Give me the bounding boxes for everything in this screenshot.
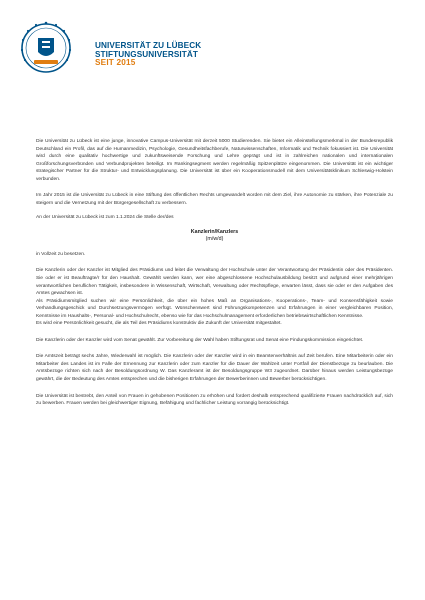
election-paragraph: Die Kanzlerin oder der Kanzler wird vom Senat gewählt. Zur Vorbereitung der Wahl haben Stiftungsrat und Senat eine Findungskommission eingerichtet. xyxy=(36,337,364,343)
foundation-year: SEIT 2015 xyxy=(95,58,136,68)
university-seal-logo xyxy=(16,18,76,78)
term-paragraph: Die Amtszeit beträgt sechs Jahre, Wiederwahl ist möglich. Die Kanzlerin oder der Kanzler wird in ein Beamtenverhältnis auf Zeit berufen. Eine Mitarbeiterin oder ein Mitarbeiter des Landes ist im Falle der Ernennung zur Kanzlerin oder zum Kanzler für die Dauer der Wahlzeit unter Fortfall der Dienstbezüge zu beurlauben. Die Amtsbezüge richten sich nach der Besoldungsordnung W. Das Kanzleramt ist der Besoldungsgruppe W3 zugeordnet. Darüber hinaus werden Leistungsbezüge gewährt, die der Bedeutung des Amtes entsprechen und die bisherigen Erfahrungen der Bewerberinnen und Bewerber berücksichtigen. xyxy=(36,354,393,383)
duties-paragraph: Die Kanzlerin oder der Kanzler ist Mitglied des Präsidiums und leitet die Verwaltung der Hochschule unter der Verantwortung der Präsidentin oder des Präsidenten. Sie oder er ist Beauftragte/r für den Haushalt. Gewählt werden kann, wer eine abgeschlossene Hochschulausbildung besitzt und aufgrund einer mehrjährigen verantwortlichen beruflichen Tätigkeit, insbesondere in Wissenschaft, Wirtschaft, Verwaltung oder Rechtspflege, erwarten lässt, dass sie oder er den Aufgaben des Amtes gewachsen ist. xyxy=(36,268,393,297)
expectation-paragraph: Es wird eine Persönlichkeit gesucht, die als Teil des Präsidiums konstruktiv die Zukunft der Universität mitgestaltet. xyxy=(36,321,282,327)
equality-paragraph: Die Universität ist bestrebt, den Anteil von Frauen in gehobenen Positionen zu erhöhen und fordert deshalb entsprechend qualifizierte Frauen nachdrücklich auf, sich zu bewerben. Frauen werden bei gleichwertiger Eignung, Befähigung und fachlicher Leistung vorrangig berücksichtigt. xyxy=(36,393,393,407)
position-gender: (m/w/d) xyxy=(205,236,224,243)
filling-line: in Vollzeit zu besetzen. xyxy=(36,251,86,257)
foundation-paragraph: Im Jahr 2015 ist die Universität zu Lübeck in eine Stiftung des öffentlichen Rechts umgewandelt worden mit dem Ziel, ihre Autonomie zu stärken, ihre Potenziale zu steigern und die Vernetzung mit der Bürgergesellschaft zu verbessern. xyxy=(36,193,393,206)
university-name-block xyxy=(95,42,201,68)
position-title: Kanzlerin/Kanzlers xyxy=(190,228,239,235)
university-name: UNIVERSITÄT ZU LÜBECK xyxy=(95,41,202,50)
intro-paragraph: Die Universität zu Lübeck ist eine junge, innovative Campus-Universität mit derzeit 5000 Studierenden. Sie bietet ein Alleinstellungsmerkmal in der Bundesrepublik Deutschland ein Profil, das auf die Humanmedizin, Psychologie, Gesundheitsfachberufe, Naturwissenschaften, Informatik und Technik fokussiert ist. Die Universität wird durch eine qualitativ hochwertige und zukunftsweisende Forschung und Lehre geprägt und ist in zahlreichen nationalen und internationalen Großforschungsverbünden und Verbundprojekten beteiligt. Im Rankingsegment werden regelmäßig Spitzenplätze eingenommen. Die Universität ist ein wichtiger strategischer Partner für die Struktur- und Entwicklungsplanung. Die Universität ist über ein Kooperationsmodell mit dem Universitätsklinikum Schleswig-Holstein verbunden. xyxy=(36,139,393,182)
foundation-type: STIFTUNGSUNIVERSITÄT xyxy=(95,49,198,59)
announcement-line: An der Universität zu Lübeck ist zum 1.1.2024 die Stelle der/des xyxy=(36,215,174,221)
profile-paragraph: Als Präsidiumsmitglied suchen wir eine Persönlichkeit, die über ein hohes Maß an Organisations-, Kooperations-, Team- und Konsensfähigkeit sowie Verhandlungsgeschick und Durchsetzungsvermögen verfügt. Wünschenswert sind Führungskompetenzen und Erfahrungen in einer vergleichbaren Position, Kenntnisse im Haushalts-, Personal- und Hochschulrecht, ebenso wie für das Hochschulmanagement erforderlichen betriebswirtschaftlichen Kenntnisse. xyxy=(36,298,393,319)
job-posting-body xyxy=(36,138,393,408)
